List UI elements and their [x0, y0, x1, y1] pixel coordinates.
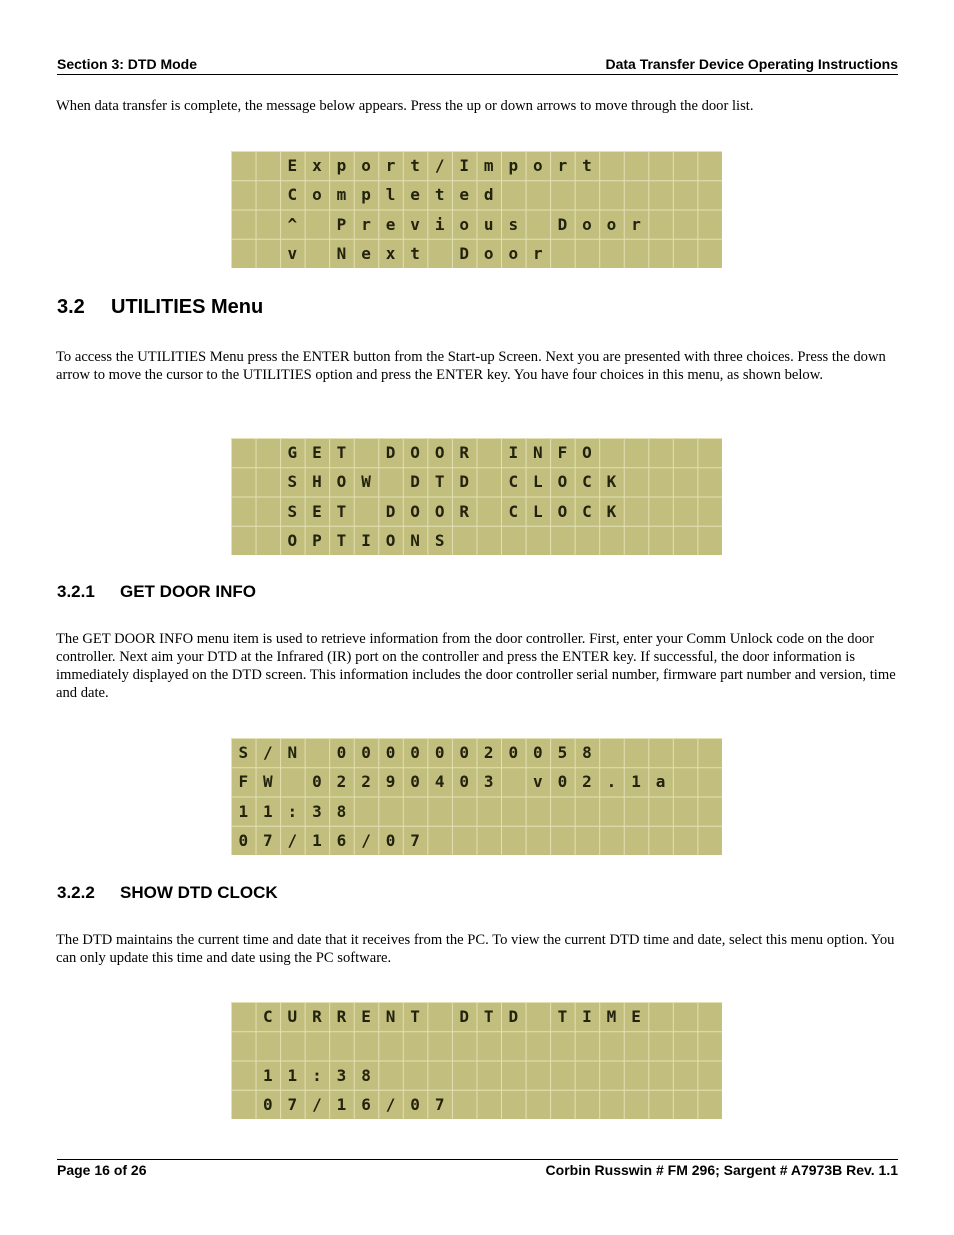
section-title: UTILITIES Menu [111, 296, 264, 318]
section-number: 3.2.2 [57, 883, 95, 902]
lcd-screen-utilities-menu [231, 438, 722, 555]
lcd-row: O P T I O N S [287, 530, 445, 550]
lcd-row: v N e x t D o o r [287, 243, 543, 263]
footer-page-number: Page 16 of 26 [57, 1162, 147, 1178]
lcd-screen-door-info [231, 738, 722, 855]
lcd-row: 0 7 / 1 6 / 0 7 [238, 830, 420, 850]
lcd-screen-dtd-clock [231, 1002, 722, 1119]
lcd-row: C o m p l e t e d [287, 185, 494, 205]
page-header [57, 56, 898, 75]
lcd-row: G E T D O O R I N F O [287, 443, 592, 463]
page-footer [57, 1159, 898, 1178]
lcd-row: 0 7 / 1 6 / 0 7 [263, 1094, 445, 1114]
lcd-row: S E T D O O R C L O C K [287, 501, 617, 521]
intro-paragraph: When data transfer is complete, the message below appears. Press the up or down arrows to move through the door list. [56, 98, 754, 114]
lcd-row: S / N 0 0 0 0 0 0 2 0 0 5 8 [238, 743, 592, 763]
lcd-row: S H O W D T D C L O C K [287, 472, 617, 492]
header-doc-title: Data Transfer Device Operating Instructions [605, 56, 898, 72]
section-number: 3.2.1 [57, 582, 95, 601]
section-title: GET DOOR INFO [120, 582, 256, 601]
lcd-screen-export-complete [231, 151, 722, 268]
lcd-row [231, 1031, 722, 1060]
section-number: 3.2 [57, 296, 85, 318]
lcd-row: 1 1 : 3 8 [238, 801, 347, 821]
lcd-row: ^ P r e v i o u s D o o r [287, 214, 641, 234]
section-3-2-1-body: The GET DOOR INFO menu item is used to retrieve information from the door controller. First, enter your Comm Unlock code on the door controller. Next aim your DTD at the Infrared (IR) port on the controller and press the ENTER key. If successful, the door information is immediately displayed on the DTD screen. This information includes the door controller serial number, firmware part number and version, time and date. [56, 631, 896, 701]
section-3-2-heading [57, 296, 263, 319]
lcd-row: E x p o r t / I m p o r t [287, 156, 592, 176]
section-3-2-2-body: The DTD maintains the current time and date that it receives from the PC. To view the current DTD time and date, select this menu option. You can only update this time and date using the PC software. [56, 932, 895, 966]
footer-doc-ref: Corbin Russwin # FM 296; Sargent # A7973B Rev. 1.1 [545, 1162, 898, 1178]
lcd-row: C U R R E N T D T D T I M E [263, 1007, 641, 1027]
section-3-2-1-heading [57, 582, 256, 602]
section-3-2-body: To access the UTILITIES Menu press the ENTER button from the Start-up Screen. Next you are presented with three choices. Press the down arrow to move the cursor to the UTILITIES option and press the ENTER key. You have four choices in this menu, as shown below. [56, 349, 886, 383]
lcd-row: 1 1 : 3 8 [263, 1065, 371, 1085]
header-section: Section 3: DTD Mode [57, 56, 198, 72]
lcd-row: F W 0 2 2 9 0 4 0 3 v 0 2 . 1 a [238, 772, 666, 792]
section-3-2-2-heading [57, 883, 278, 903]
section-title: SHOW DTD CLOCK [120, 883, 278, 902]
